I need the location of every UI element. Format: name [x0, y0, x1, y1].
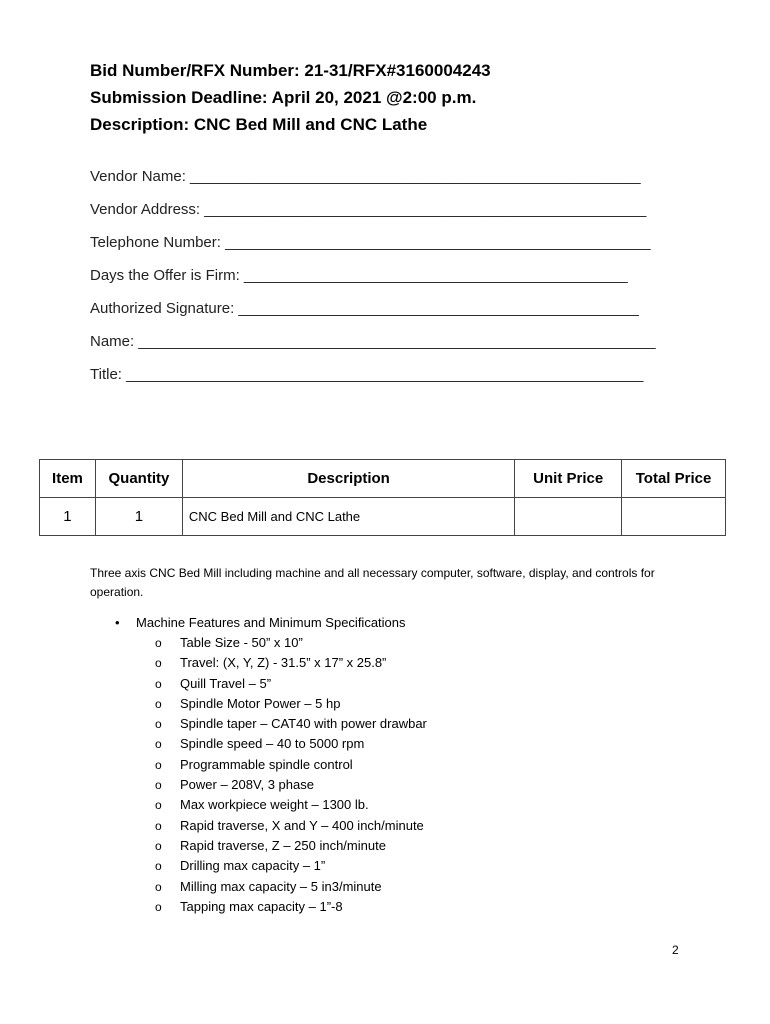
- col-header-item: Item: [40, 460, 96, 498]
- features-heading-label: Machine Features and Minimum Specifications: [136, 615, 406, 630]
- page-number: 2: [672, 943, 679, 957]
- bid-number: Bid Number/RFX Number: 21-31/RFX#3160004243: [90, 61, 491, 80]
- list-item: [155, 816, 427, 836]
- spec-list: [115, 633, 427, 917]
- list-item: [155, 877, 427, 897]
- sub-bullet-icon: o: [155, 696, 162, 711]
- list-item: [155, 714, 427, 734]
- submission-deadline: Submission Deadline: April 20, 2021 @2:00 p.m.: [90, 88, 477, 107]
- spec-text: Milling max capacity – 5 in3/minute: [180, 878, 382, 894]
- spec-text: Travel: (X, Y, Z) - 31.5” x 17” x 25.8”: [180, 655, 387, 671]
- spec-text: Spindle Motor Power – 5 hp: [180, 695, 341, 711]
- sub-bullet-icon: o: [155, 838, 162, 853]
- spec-text: Programmable spindle control: [180, 756, 353, 772]
- table-header-row: [40, 460, 726, 498]
- col-header-quantity: Quantity: [95, 460, 182, 498]
- list-item: [155, 775, 427, 795]
- sub-bullet-icon: o: [155, 717, 162, 732]
- col-header-unit-price: Unit Price: [515, 460, 622, 498]
- vendor-form: [90, 160, 656, 391]
- vendor-name-field[interactable]: Vendor Name: ______________________________________________________: [90, 168, 641, 185]
- spec-text: Power – 208V, 3 phase: [180, 777, 314, 793]
- sub-bullet-icon: o: [155, 879, 162, 894]
- sub-bullet-icon: o: [155, 899, 162, 914]
- sub-bullet-icon: o: [155, 757, 162, 772]
- list-item: [155, 734, 427, 754]
- spec-text: Rapid traverse, X and Y – 400 inch/minute: [180, 817, 424, 833]
- sub-bullet-icon: o: [155, 818, 162, 833]
- table-row: [40, 498, 726, 536]
- sub-bullet-icon: o: [155, 798, 162, 813]
- telephone-number-field[interactable]: Telephone Number: ___________________________________________________: [90, 234, 651, 251]
- list-item: [155, 836, 427, 856]
- spec-text: Quill Travel – 5”: [180, 675, 272, 691]
- list-item: [155, 856, 427, 876]
- spec-text: Spindle speed – 40 to 5000 rpm: [180, 736, 365, 752]
- cell-total-price[interactable]: [622, 498, 726, 536]
- bullet-icon: •: [115, 615, 120, 630]
- cell-unit-price[interactable]: [515, 498, 622, 536]
- name-field[interactable]: Name: ______________________________________________________________: [90, 333, 656, 350]
- spec-text: Spindle taper – CAT40 with power drawbar: [180, 716, 427, 732]
- cell-description: CNC Bed Mill and CNC Lathe: [182, 498, 514, 536]
- sub-bullet-icon: o: [155, 656, 162, 671]
- features-heading: [115, 613, 427, 633]
- title-field[interactable]: Title: ______________________________________________________________: [90, 366, 644, 383]
- list-item: [155, 633, 427, 653]
- spec-text: Rapid traverse, Z – 250 inch/minute: [180, 837, 386, 853]
- sub-bullet-icon: o: [155, 859, 162, 874]
- list-item: [155, 694, 427, 714]
- authorized-signature-field[interactable]: Authorized Signature: ________________________________________________: [90, 300, 639, 317]
- spec-text: Drilling max capacity – 1”: [180, 858, 326, 874]
- cell-item: 1: [40, 498, 96, 536]
- col-header-total-price: Total Price: [622, 460, 726, 498]
- days-offer-firm-field[interactable]: Days the Offer is Firm: ______________________________________________: [90, 267, 628, 284]
- description-title: Description: CNC Bed Mill and CNC Lathe: [90, 115, 428, 134]
- spec-text: Tapping max capacity – 1”-8: [180, 898, 343, 914]
- spec-text: Max workpiece weight – 1300 lb.: [180, 797, 369, 813]
- bid-table: [39, 459, 726, 536]
- spec-text: Table Size - 50” x 10”: [180, 635, 303, 650]
- features-list: [115, 613, 427, 917]
- document-header: [90, 57, 491, 138]
- sub-bullet-icon: o: [155, 737, 162, 752]
- list-item: [155, 653, 427, 673]
- sub-bullet-icon: o: [155, 636, 162, 650]
- list-item: [155, 897, 427, 917]
- vendor-address-field[interactable]: Vendor Address: _____________________________________________________: [90, 201, 647, 218]
- col-header-description: Description: [182, 460, 514, 498]
- list-item: [155, 674, 427, 694]
- sub-bullet-icon: o: [155, 778, 162, 793]
- list-item: [155, 795, 427, 815]
- cell-quantity: 1: [95, 498, 182, 536]
- sub-bullet-icon: o: [155, 676, 162, 691]
- intro-paragraph: Three axis CNC Bed Mill including machine and all necessary computer, software, display, and controls for operation.: [90, 566, 655, 599]
- list-item: [155, 755, 427, 775]
